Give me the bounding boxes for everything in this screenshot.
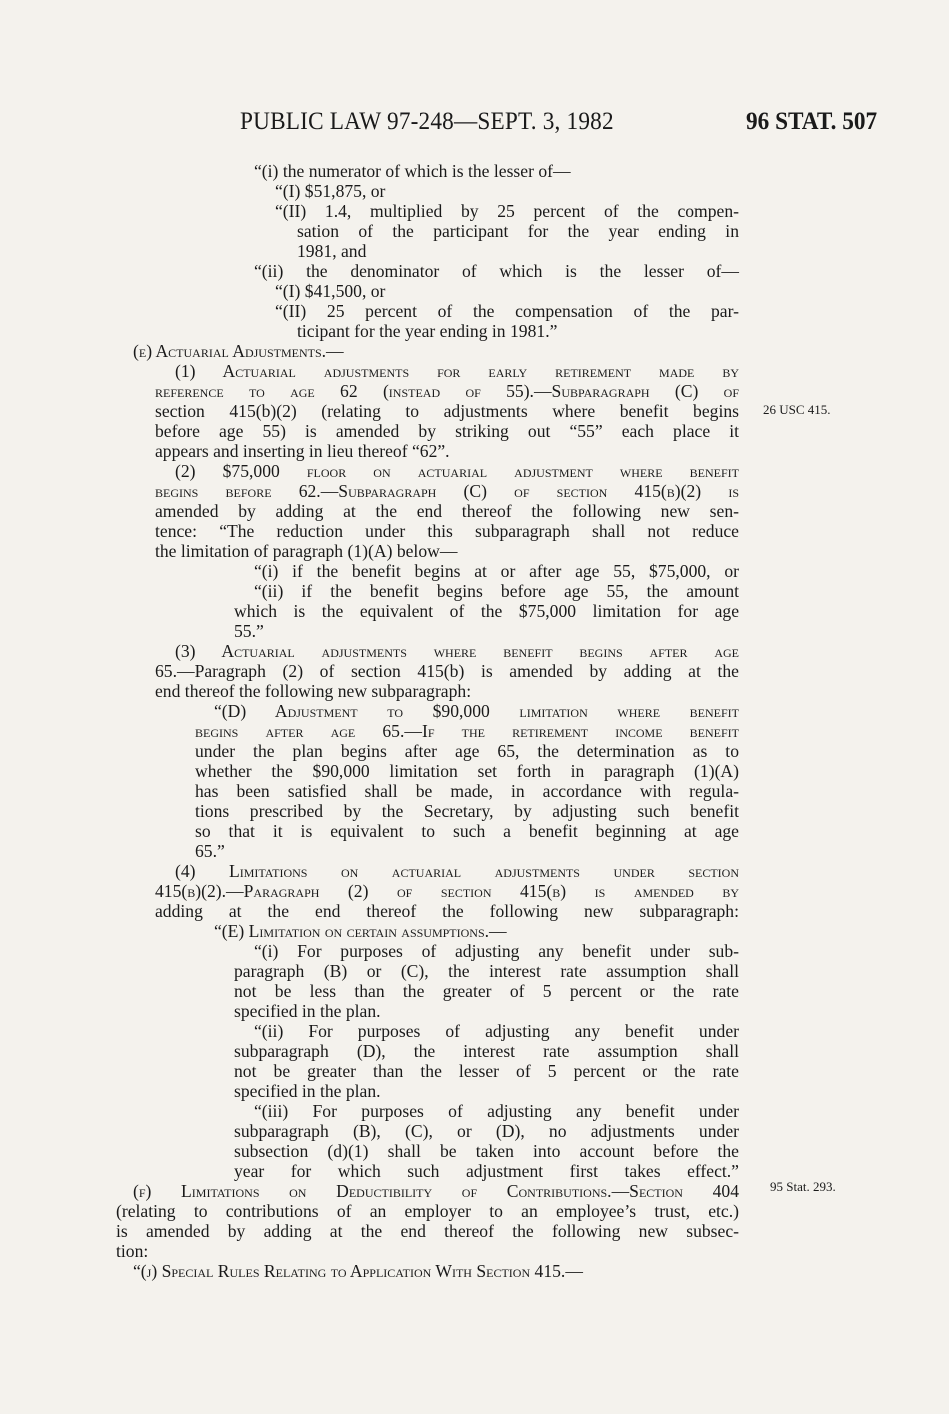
text-line: end thereof the following new subparagraph: xyxy=(155,681,472,701)
text-line: (4) Limitations on actuarial adjustments under section xyxy=(175,861,739,881)
text-line: before age 55) is amended by striking out “55” each place it xyxy=(155,421,739,441)
text-line: begins before 62.—Subparagraph (C) of section 415(b)(2) is xyxy=(155,481,739,501)
text-line: tion: xyxy=(116,1241,149,1261)
margin-note-usc-citation: 26 USC 415. xyxy=(763,402,831,417)
text-line: the limitation of paragraph (1)(A) below— xyxy=(155,541,458,561)
text-line: has been satisfied shall be made, in accordance with regula- xyxy=(195,781,739,801)
text-line: specified in the plan. xyxy=(234,1081,381,1101)
text-line: whether the $90,000 limitation set forth in paragraph (1)(A) xyxy=(195,761,739,781)
text-line: is amended by adding at the end thereof the following new subsec- xyxy=(116,1221,739,1241)
text-line: subsection (d)(1) shall be taken into account before the xyxy=(234,1141,739,1161)
text-line: (2) $75,000 floor on actuarial adjustment where benefit xyxy=(175,461,739,481)
text-line: specified in the plan. xyxy=(234,1001,381,1021)
text-line: “(ii) For purposes of adjusting any benefit under xyxy=(254,1021,739,1041)
text-line: “(I) $41,500, or xyxy=(275,281,386,301)
text-line: “(I) $51,875, or xyxy=(275,181,386,201)
text-line: amended by adding at the end thereof the following new sen- xyxy=(155,501,739,521)
text-line: 55.” xyxy=(234,621,264,641)
text-line: “(i) if the benefit begins at or after age 55, $75,000, or xyxy=(254,561,739,581)
text-line: ticipant for the year ending in 1981.” xyxy=(297,321,558,341)
text-line: (3) Actuarial adjustments where benefit begins after age xyxy=(175,641,739,661)
text-line: “(iii) For purposes of adjusting any benefit under xyxy=(254,1101,739,1121)
text-line: not be greater than the lesser of 5 percent or the rate xyxy=(234,1061,739,1081)
text-line: paragraph (B) or (C), the interest rate assumption shall xyxy=(234,961,739,981)
text-line: 1981, and xyxy=(297,241,367,261)
text-line: year for which such adjustment first takes effect.” xyxy=(234,1161,739,1181)
text-line: “(II) 25 percent of the compensation of the par- xyxy=(275,301,739,321)
text-line: tions prescribed by the Secretary, by adjusting such benefit xyxy=(195,801,739,821)
text-line: 65.—Paragraph (2) of section 415(b) is amended by adding at the xyxy=(155,661,739,681)
text-line: begins after age 65.—If the retirement income benefit xyxy=(195,721,739,741)
text-line: subparagraph (B), (C), or (D), no adjustments under xyxy=(234,1121,739,1141)
text-line: subparagraph (D), the interest rate assumption shall xyxy=(234,1041,739,1061)
text-line: “(D) Adjustment to $90,000 limitation where benefit xyxy=(214,701,739,721)
text-line: (e) Actuarial Adjustments.— xyxy=(133,341,344,361)
text-line: adding at the end thereof the following new subparagraph: xyxy=(155,901,739,921)
text-line: 415(b)(2).—Paragraph (2) of section 415(b) is amended by xyxy=(155,881,739,901)
text-line: “(ii) the denominator of which is the lesser of— xyxy=(254,261,739,281)
text-line: 65.” xyxy=(195,841,225,861)
text-line: (relating to contributions of an employer to an employee’s trust, etc.) xyxy=(116,1201,739,1221)
text-line: which is the equivalent of the $75,000 limitation for age xyxy=(234,601,739,621)
text-line: sation of the participant for the year ending in xyxy=(297,221,739,241)
text-line: appears and inserting in lieu thereof “62”. xyxy=(155,441,450,461)
statute-page-number: 96 STAT. 507 xyxy=(746,108,878,135)
text-line: not be less than the greater of 5 percent or the rate xyxy=(234,981,739,1001)
margin-note-stat-citation: 95 Stat. 293. xyxy=(770,1179,836,1194)
text-line: tence: “The reduction under this subparagraph shall not reduce xyxy=(155,521,739,541)
running-head: PUBLIC LAW 97-248—SEPT. 3, 1982 xyxy=(240,108,614,135)
text-line: (1) Actuarial adjustments for early retirement made by xyxy=(175,361,739,381)
text-line: reference to age 62 (instead of 55).—Subparagraph (C) of xyxy=(155,381,739,401)
text-line: “(E) Limitation on certain assumptions.— xyxy=(214,921,507,941)
text-line: “(II) 1.4, multiplied by 25 percent of the compen- xyxy=(275,201,739,221)
text-line: “(i) the numerator of which is the lesser of— xyxy=(254,161,571,181)
text-line: “(j) Special Rules Relating to Application With Section 415.— xyxy=(133,1261,583,1281)
text-line: so that it is equivalent to such a benefit beginning at age xyxy=(195,821,739,841)
page-header xyxy=(0,108,949,148)
text-line: under the plan begins after age 65, the determination as to xyxy=(195,741,739,761)
text-line: section 415(b)(2) (relating to adjustments where benefit begins xyxy=(155,401,739,421)
text-line: “(ii) if the benefit begins before age 55, the amount xyxy=(254,581,739,601)
text-line: (f) Limitations on Deductibility of Contributions.—Section 404 xyxy=(133,1181,739,1201)
text-line: “(i) For purposes of adjusting any benefit under sub- xyxy=(254,941,739,961)
